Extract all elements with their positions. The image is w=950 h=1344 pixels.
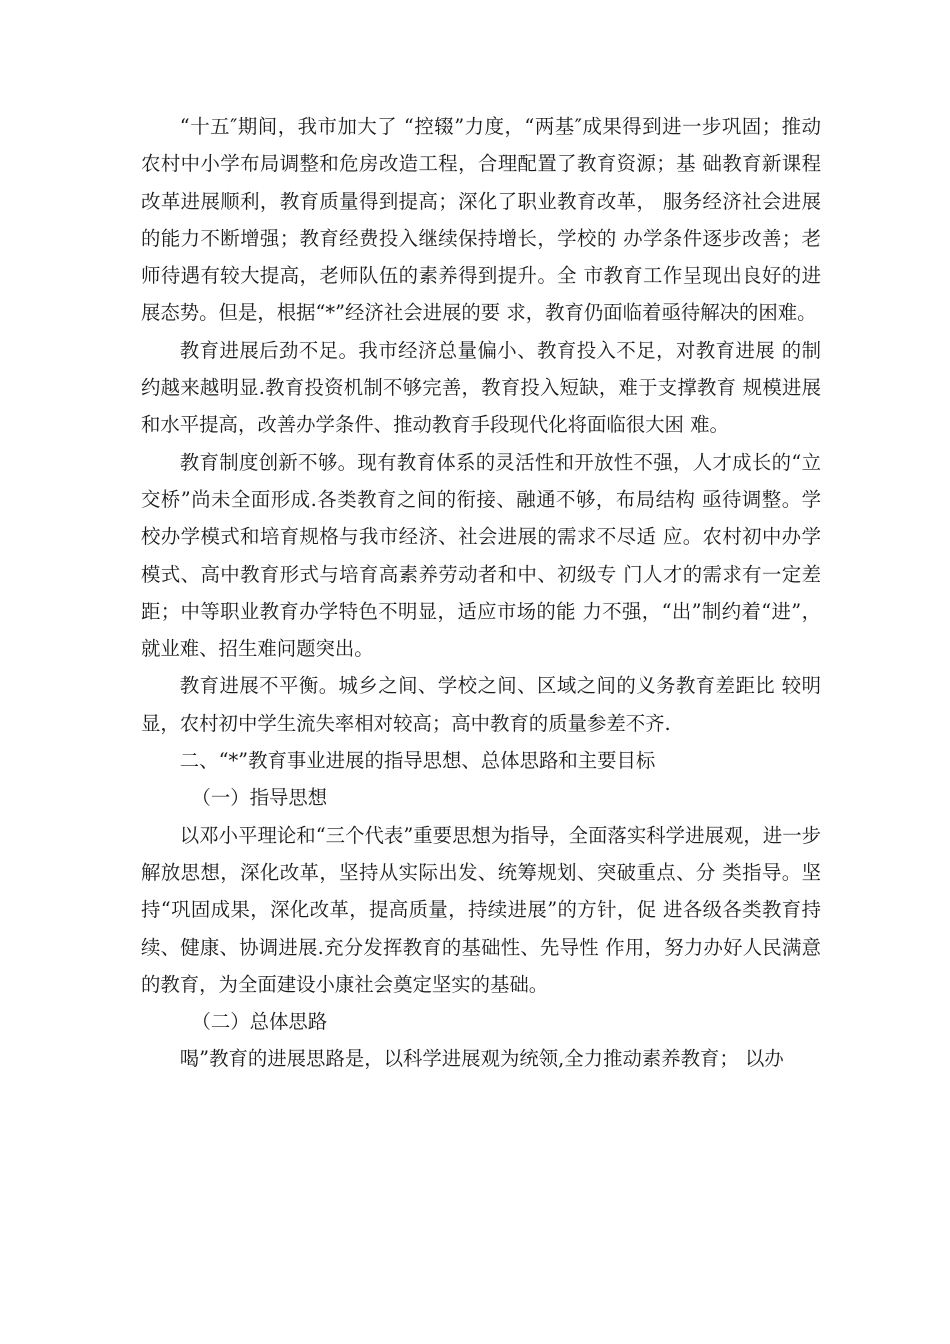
section-heading: 二、“*”教育事业进展的指导思想、总体思路和主要目标 bbox=[179, 749, 656, 773]
paragraph-overall-approach: 喝”教育的进展思路是，以科学进展观为统领,全力推动素养教育； 以办 bbox=[179, 1047, 784, 1071]
paragraph-unbalanced-development: 教育进展不平衡。城乡之间、学校之间、区域之间的义务教育差距比 较明显，农村初中学生流失率相对较高；高中教育的质量参差不齐. bbox=[141, 674, 821, 735]
paragraph-guiding-ideology: 以邓小平理论和“三个代表”重要思想为指导，全面落实科学进展观，进一步解放思想，深化改革，坚持从实际出发、统筹规划、突破重点、分 类指导。坚持“巩固成果，深化改革，提高质量，持续进展”的方针，促 进各级各类教育持续、健康、协调进展.充分发挥教育的基础性、先导性 作用，努力办好人民满意的教育，为全面建设小康社会奠定坚实的基础。 bbox=[141, 823, 821, 996]
paragraph-achievements: “十五″期间，我市加大了 “控辍”力度，“两基″成果得到进一步巩固；推动农村中小学布局调整和危房改造工程，合理配置了教育资源；基 础教育新课程改革进展顺利，教育质量得到提高；深化了职业教育改革， 服务经济社会进展的能力不断增强；教育经费投入继续保持增长，学校的 办学条件逐步改善；老师待遇有较大提高，老师队伍的素养得到提升。全 市教育工作呈现出良好的进展态势。但是，根据“*”经济社会进展的要 求，教育仍面临着亟待解决的困难。 bbox=[141, 115, 821, 325]
paragraph-system-innovation: 教育制度创新不够。现有教育体系的灵活性和开放性不强，人才成长的“立交桥”尚未全面形成.各类教育之间的衔接、融通不够，布局结构 亟待调整。学校办学模式和培育规格与我市经济、社会进展的需求不尽适 应。农村初中办学模式、高中教育形式与培育高素养劳动者和中、初级专 门人才的需求有一定差距；中等职业教育办学特色不明显，适应市场的能 力不强，“出”制约着“进”，就业难、招生难问题突出。 bbox=[141, 450, 821, 661]
subheading-guiding-ideology: （一）指导思想 bbox=[191, 786, 328, 810]
paragraph-insufficient-momentum: 教育进展后劲不足。我市经济总量偏小、教育投入不足，对教育进展 的制约越来越明显.教育投资机制不够完善，教育投入短缺，难于支撑教育 规模进展和水平提高，改善办学条件、推动教育手段现代化将面临很大困 难。 bbox=[141, 338, 821, 437]
document-body bbox=[141, 108, 821, 1078]
subheading-overall-approach: （二）总体思路 bbox=[191, 1010, 328, 1034]
